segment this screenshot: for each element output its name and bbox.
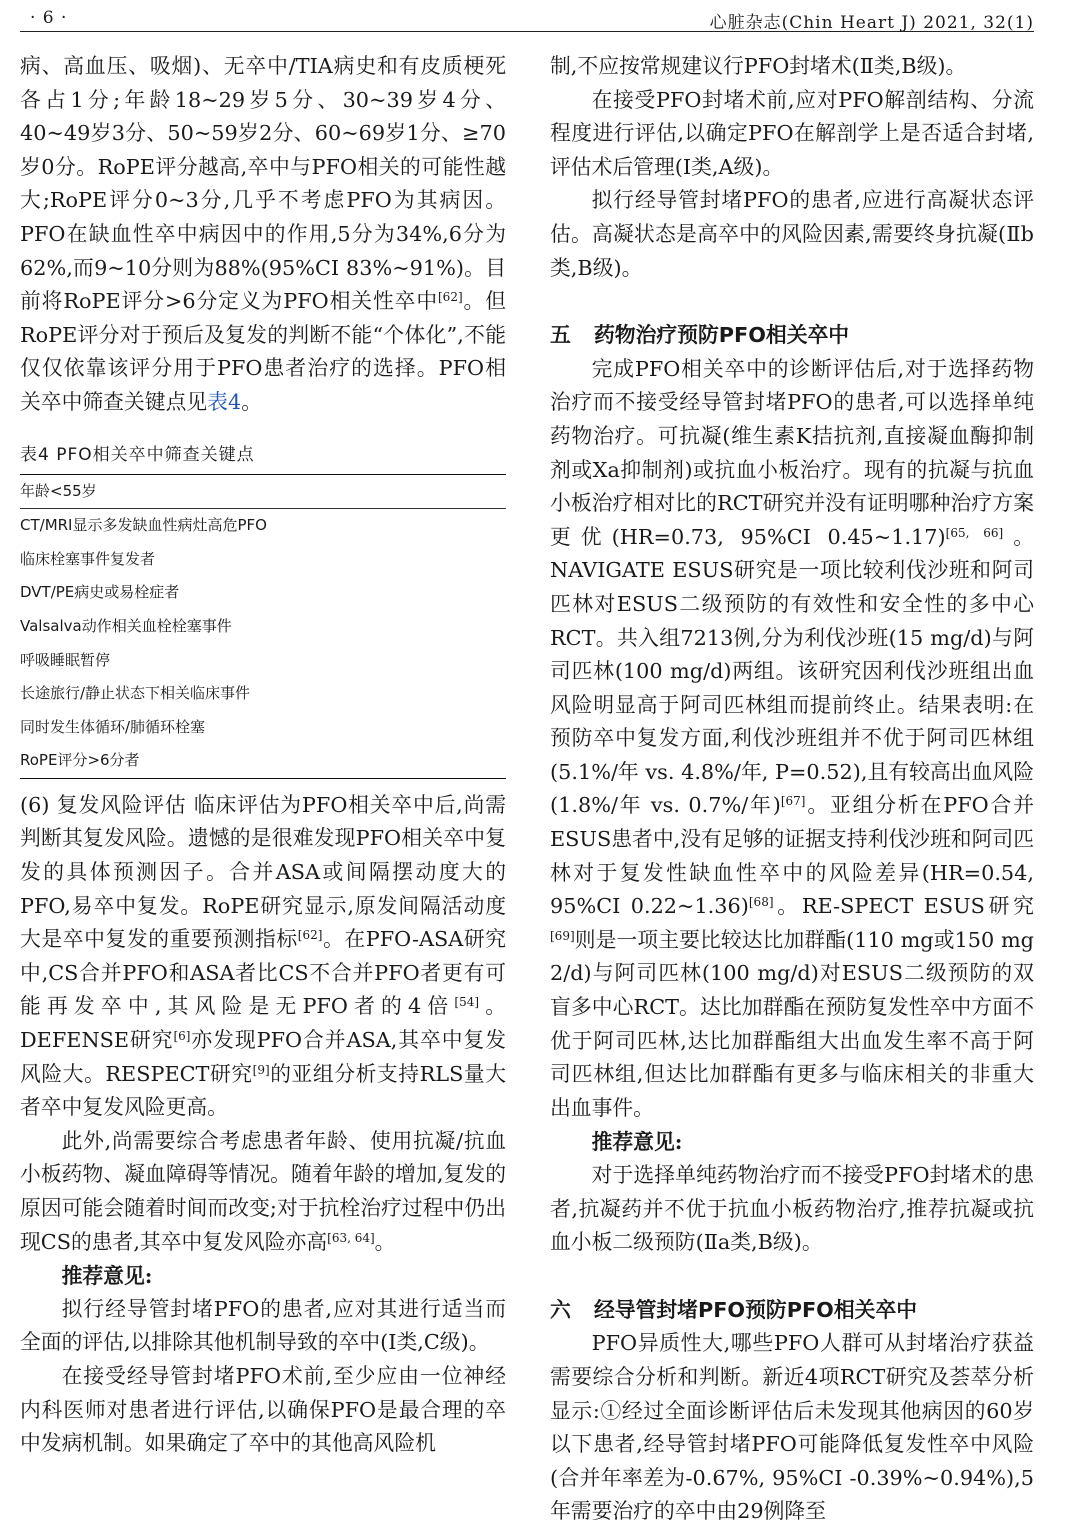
text-run: 完成PFO相关卒中的诊断评估后,对于选择药物治疗而不接受经导管封堵PFO的患者,可以选择单纯药物治疗。可抗凝(维生素K拮抗剂,直接凝血酶抑制剂或Xa抑制剂)或抗血小板治疗。现有的抗凝与抗血小板治疗相对比的RCT研究并没有证明哪种治疗方案更优(HR=0.73, 95%CI 0.45~1.17) — [550, 356, 1034, 549]
citation-ref[interactable]: [69] — [550, 928, 575, 943]
text-run: 的亚组分析支持RLS量大者卒中复发风险更高。 — [20, 1061, 507, 1120]
section-title: 经导管封堵PFO预防PFO相关卒中 — [594, 1297, 918, 1322]
section-6-heading — [550, 1294, 1034, 1328]
table-row: 呼吸睡眠暂停 — [20, 650, 111, 669]
table-row: RoPE评分>6分者 — [20, 751, 140, 770]
citation-ref[interactable]: [65, 66] — [945, 525, 1004, 540]
citation-ref[interactable]: [54] — [454, 995, 480, 1010]
screening-table — [20, 474, 506, 779]
running-header — [20, 4, 1034, 33]
table-row: 年龄<55岁 — [20, 475, 506, 510]
citation-ref[interactable]: [9] — [252, 1062, 270, 1077]
citation-ref[interactable]: [62] — [438, 290, 463, 305]
table-row: 同时发生体循环/肺循环栓塞 — [20, 717, 206, 736]
section-number: 五 — [550, 323, 571, 348]
header-rule — [20, 31, 1034, 32]
citation-ref[interactable]: [67] — [780, 794, 806, 809]
table-row: Valsalva动作相关血栓栓塞事件 — [20, 616, 232, 635]
citation-ref[interactable]: [6] — [173, 1029, 191, 1044]
rope-score-paragraph — [20, 50, 506, 420]
section-number: 六 — [550, 1297, 571, 1322]
section-5-heading — [550, 319, 1034, 353]
page-number: · 6 · — [30, 8, 68, 28]
text-run: 则是一项主要比较达比加群酯(110 mg或150 mg 2/d)与阿司匹林(100 mg/d)对ESUS二级预防的双盲多中心RCT。达比加群酯在预防复发性卒中方面不优于阿司匹林,达比加群酯组大出血发生率不高于阿司匹林组,但达比加群酯有更多与临床相关的非重大出血事件。 — [550, 927, 1034, 1120]
closure-paragraph: PFO异质性大,哪些PFO人群可从封堵治疗获益需要综合分析和判断。新近4项RCT研究及荟萃分析显示:①经过全面诊断评估后未发现其他病因的60岁以下患者,经导管封堵PFO可能降低复发性卒中风险(合并年率差为-0.67%, 95%CI -0.39%~0.94%),5年需要治疗的卒中由29例降至 — [550, 1331, 1034, 1524]
citation-ref[interactable]: [63, 64] — [327, 1230, 375, 1245]
table-row: 临床栓塞事件复发者 — [20, 549, 156, 568]
recommendation-paragraph: 拟行经导管封堵PFO的患者,应对其进行适当而全面的评估,以排除其他机制导致的卒中(Ⅰ类,C级)。 — [20, 1296, 506, 1355]
anatomy-assessment-paragraph: 在接受PFO封堵术前,应对PFO解剖结构、分流程度进行评估,以确定PFO在解剖学上是否适合封堵,评估术后管理(Ⅰ类,A级)。 — [550, 87, 1034, 179]
text-run: 。 — [241, 389, 262, 414]
text-run: 。RE-SPECT ESUS研究 — [773, 894, 1034, 919]
hypercoagulability-paragraph: 拟行经导管封堵PFO的患者,应进行高凝状态评估。高凝状态是高卒中的风险因素,需要终身抗凝(Ⅱb类,B级)。 — [550, 188, 1034, 280]
recommendation-heading: 推荐意见: — [61, 1263, 153, 1289]
journal-citation: 心脏杂志(Chin Heart J) 2021, 32(1) — [709, 13, 1034, 33]
neurologist-paragraph: 在接受经导管封堵PFO术前,至少应由一位神经内科医师对患者进行评估,以确保PFO是最合理的卒中发病机制。如果确定了卒中的其他高风险机 — [20, 1363, 506, 1456]
table-row: DVT/PE病史或易栓症者 — [20, 583, 180, 602]
right-column — [550, 50, 1034, 1529]
text-run: 。NAVIGATE ESUS研究是一项比较利伐沙班和阿司匹林对ESUS二级预防的有效性和安全性的多中心RCT。共入组7213例,分为利伐沙班(15 mg/d)与阿司匹林(100 mg/d)两组。该研究因利伐沙班组出血风险明显高于阿司匹林组而提前终止。结果表明:在预防卒中复发方面,利伐沙班组并不优于阿司匹林组(5.1%/年 vs. 4.8%/年, P=0.52),且有较高出血风险(1.8%/年 vs. 0.7%/年) — [550, 524, 1034, 818]
spacer — [550, 285, 1034, 319]
drug-therapy-paragraph — [550, 353, 1034, 1126]
section-title: 药物治疗预防PFO相关卒中 — [594, 323, 850, 348]
spacer — [550, 1260, 1034, 1294]
text-run: 。在PFO-ASA研究中,CS合并PFO和ASA者比CS不合并PFO者更有可能再发卒中,其风险是无PFO者的4倍 — [20, 927, 507, 1019]
table-row: 长途旅行/静止状态下相关临床事件 — [20, 684, 251, 703]
table-4-link[interactable]: 表4 — [207, 389, 242, 414]
left-column — [20, 50, 506, 1461]
text-run: 。亚组分析在PFO合并ESUS患者中,没有足够的证据支持利伐沙班和阿司匹林对于复发性缺血性卒中的风险差异(HR=0.54, 95%CI 0.22~1.36) — [550, 793, 1034, 919]
text-run: 。 — [374, 1229, 396, 1254]
table-row: CT/MRI显示多发缺血性病灶高危PFO — [20, 516, 267, 535]
recommendation-heading: 推荐意见: — [591, 1129, 683, 1155]
citation-ref[interactable]: [62] — [297, 928, 323, 943]
recommendation-paragraph: 对于选择单纯药物治疗而不接受PFO封堵术的患者,抗凝药并不优于抗血小板药物治疗,推荐抗凝或抗血小板二级预防(Ⅱa类,B级)。 — [550, 1163, 1034, 1255]
text-run: 此外,尚需要综合考虑患者年龄、使用抗凝/抗血小板药物、凝血障碍等情况。随着年龄的增加,复发的原因可能会随着时间而改变;对于抗栓治疗过程中仍出现CS的患者,其卒中复发风险亦高 — [20, 1128, 506, 1254]
text-run: 病、高血压、吸烟)、无卒中/TIA病史和有皮质梗死各占1分;年龄18~29岁5分、30~39岁4分、40~49岁3分、50~59岁2分、60~69岁1分、≥70岁0分。RoPE评分越高,卒中与PFO相关的可能性越大;RoPE评分0~3分,几乎不考虑PFO为其病因。PFO在缺血性卒中病因中的作用,5分为34%,6分为62%,而9~10分则为88%(95%CI 83%~91%)。目前将RoPE评分>6分定义为PFO相关性卒中 — [20, 54, 506, 314]
text-run: 。但RoPE评分对于预后及复发的判断不能“个体化”,不能仅仅依靠该评分用于PFO患者治疗的选择。PFO相关卒中筛查关键点见 — [20, 289, 507, 414]
citation-ref[interactable]: [68] — [748, 895, 774, 910]
text-run: 亦发现PFO合并ASA,其卒中复发风险大。RESPECT研究 — [20, 1028, 506, 1086]
text-run: (6) 复发风险评估 临床评估为PFO相关卒中后,尚需判断其复发风险。遗憾的是很难发现PFO相关卒中复发的具体预测因子。合并ASA或间隔摆动度大的PFO,易卒中复发。RoPE研究显示,原发间隔活动度大是卒中复发的重要预测指标 — [20, 792, 506, 952]
table-title: 表4 PFO相关卒中筛查关键点 — [20, 444, 255, 465]
recurrence-risk-paragraph — [20, 789, 506, 1125]
age-factors-paragraph — [20, 1125, 506, 1259]
text-run: 。DEFENSE研究 — [20, 994, 506, 1053]
continuation-paragraph: 制,不应按常规建议行PFO封堵术(Ⅱ类,B级)。 — [550, 54, 967, 78]
